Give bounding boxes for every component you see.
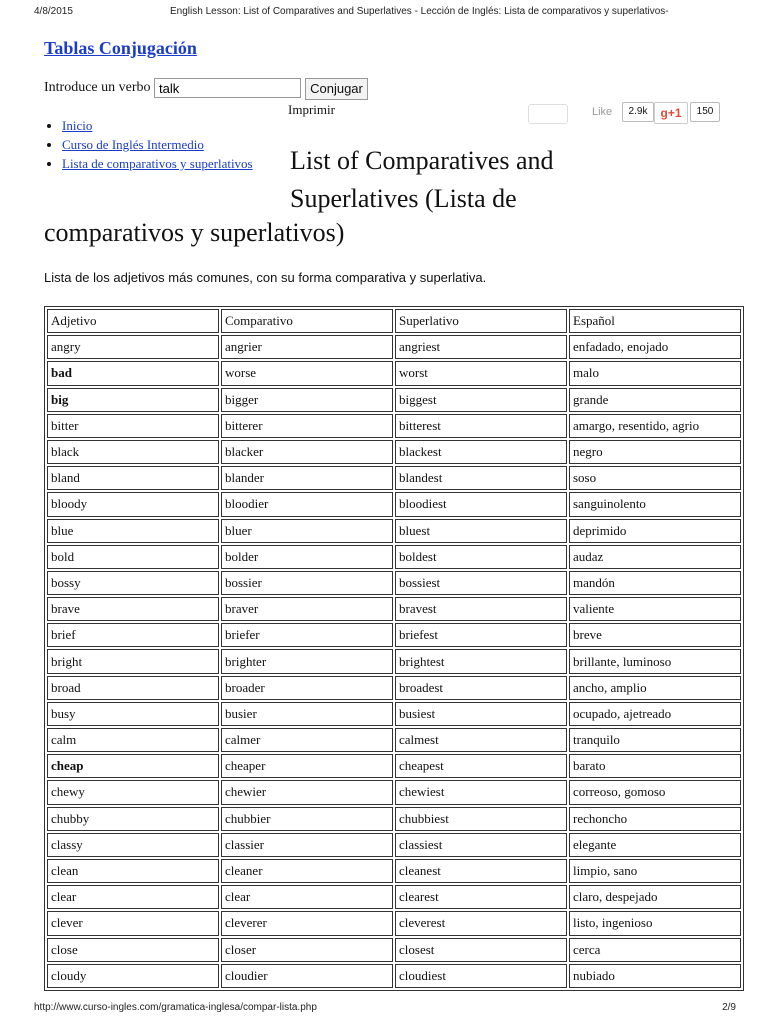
- table-cell: ancho, amplio: [569, 676, 741, 700]
- table-row: [47, 571, 741, 595]
- table-row: [47, 361, 741, 385]
- table-cell: closest: [395, 938, 567, 962]
- table-cell: tranquilo: [569, 728, 741, 752]
- conjugar-button[interactable]: Conjugar: [305, 78, 368, 100]
- like-count: 2.9k: [622, 102, 654, 122]
- table-cell: negro: [569, 440, 741, 464]
- print-header: [0, 6, 768, 20]
- table-row: [47, 780, 741, 804]
- table-cell: bitter: [47, 414, 219, 438]
- table-cell: cloudy: [47, 964, 219, 988]
- table-cell: chubbier: [221, 807, 393, 831]
- table-cell: classy: [47, 833, 219, 857]
- table-cell: bluest: [395, 519, 567, 543]
- table-row: [47, 388, 741, 412]
- page-title: [290, 142, 554, 218]
- breadcrumb-link-curso[interactable]: Curso de Inglés Intermedio: [62, 137, 204, 152]
- table-cell: brave: [47, 597, 219, 621]
- page-title-line-3: comparativos y superlativos): [44, 218, 345, 247]
- table-row: [47, 335, 741, 359]
- table-cell: bitterer: [221, 414, 393, 438]
- gplus-button[interactable]: g+1: [654, 102, 688, 124]
- table-row: [47, 440, 741, 464]
- table-cell: calmest: [395, 728, 567, 752]
- breadcrumb-item: [62, 116, 253, 135]
- table-cell: briefer: [221, 623, 393, 647]
- table-cell: soso: [569, 466, 741, 490]
- table-cell: bloody: [47, 492, 219, 516]
- table-cell: cheapest: [395, 754, 567, 778]
- table-cell: limpio, sano: [569, 859, 741, 883]
- table-cell: broad: [47, 676, 219, 700]
- verb-input[interactable]: [154, 78, 301, 98]
- breadcrumb-item: [62, 154, 253, 173]
- table-cell: blander: [221, 466, 393, 490]
- table-cell: calmer: [221, 728, 393, 752]
- table-row: [47, 414, 741, 438]
- table-cell: cheaper: [221, 754, 393, 778]
- table-row: [47, 964, 741, 988]
- table-cell: amargo, resentido, agrio: [569, 414, 741, 438]
- table-cell: clear: [47, 885, 219, 909]
- print-title: English Lesson: List of Comparatives and Superlatives - Lección de Inglés: Lista de comparativos y superlativos-: [170, 6, 669, 17]
- breadcrumb-link-inicio[interactable]: Inicio: [62, 118, 93, 133]
- table-cell: boldest: [395, 545, 567, 569]
- table-cell: bold: [47, 545, 219, 569]
- table-row: [47, 702, 741, 726]
- header-cell: Superlativo: [395, 309, 567, 333]
- header-cell: Español: [569, 309, 741, 333]
- table-header-row: [47, 309, 741, 333]
- table-cell: cloudier: [221, 964, 393, 988]
- table-cell: sanguinolento: [569, 492, 741, 516]
- table-cell: chewy: [47, 780, 219, 804]
- table-cell: angry: [47, 335, 219, 359]
- table-cell: blackest: [395, 440, 567, 464]
- table-cell: cleverest: [395, 911, 567, 935]
- table-row: [47, 597, 741, 621]
- table-row: [47, 492, 741, 516]
- table-row: [47, 911, 741, 935]
- table-row: [47, 545, 741, 569]
- table-cell: cheap: [47, 754, 219, 778]
- table-cell: bigger: [221, 388, 393, 412]
- gplus-count: 150: [690, 102, 720, 122]
- table-cell: chewier: [221, 780, 393, 804]
- print-url: http://www.curso-ingles.com/gramatica-inglesa/compar-lista.php: [34, 1002, 317, 1013]
- table-cell: blacker: [221, 440, 393, 464]
- print-footer: [0, 1002, 768, 1016]
- table-cell: bossy: [47, 571, 219, 595]
- table-cell: bluer: [221, 519, 393, 543]
- table-row: [47, 807, 741, 831]
- table-cell: clean: [47, 859, 219, 883]
- table-cell: correoso, gomoso: [569, 780, 741, 804]
- table-cell: closer: [221, 938, 393, 962]
- table-cell: black: [47, 440, 219, 464]
- table-cell: brillante, luminoso: [569, 649, 741, 673]
- header-cell: Comparativo: [221, 309, 393, 333]
- print-date: 4/8/2015: [34, 6, 73, 17]
- table-cell: biggest: [395, 388, 567, 412]
- table-cell: blue: [47, 519, 219, 543]
- table-cell: bloodier: [221, 492, 393, 516]
- table-cell: clearest: [395, 885, 567, 909]
- table-cell: chubby: [47, 807, 219, 831]
- header-cell: Adjetivo: [47, 309, 219, 333]
- table-cell: busiest: [395, 702, 567, 726]
- table-cell: angrier: [221, 335, 393, 359]
- table-cell: broadest: [395, 676, 567, 700]
- table-cell: cerca: [569, 938, 741, 962]
- table-cell: ocupado, ajetreado: [569, 702, 741, 726]
- breadcrumb-link-lista[interactable]: Lista de comparativos y superlativos: [62, 156, 253, 171]
- table-cell: close: [47, 938, 219, 962]
- table-cell: braver: [221, 597, 393, 621]
- table-cell: bossier: [221, 571, 393, 595]
- table-cell: classiest: [395, 833, 567, 857]
- table-cell: cloudiest: [395, 964, 567, 988]
- table-cell: bad: [47, 361, 219, 385]
- breadcrumb-item: [62, 135, 253, 154]
- table-cell: bolder: [221, 545, 393, 569]
- table-cell: classier: [221, 833, 393, 857]
- table-cell: bitterest: [395, 414, 567, 438]
- table-cell: bright: [47, 649, 219, 673]
- like-label[interactable]: Like: [592, 106, 613, 118]
- table-cell: clever: [47, 911, 219, 935]
- table-cell: busy: [47, 702, 219, 726]
- table-cell: bloodiest: [395, 492, 567, 516]
- table-cell: bland: [47, 466, 219, 490]
- table-cell: barato: [569, 754, 741, 778]
- table-cell: big: [47, 388, 219, 412]
- table-cell: valiente: [569, 597, 741, 621]
- table-cell: bossiest: [395, 571, 567, 595]
- table-row: [47, 728, 741, 752]
- page-title-line-2: Superlatives (Lista de: [290, 184, 517, 213]
- table-cell: blandest: [395, 466, 567, 490]
- print-link[interactable]: Imprimir: [288, 102, 335, 117]
- table-row: [47, 833, 741, 857]
- table-cell: worse: [221, 361, 393, 385]
- verb-label: Introduce un verbo: [44, 80, 151, 95]
- table-row: [47, 519, 741, 543]
- table-cell: broader: [221, 676, 393, 700]
- table-row: [47, 623, 741, 647]
- table-cell: briefest: [395, 623, 567, 647]
- table-row: [47, 859, 741, 883]
- table-row: [47, 938, 741, 962]
- table-cell: listo, ingenioso: [569, 911, 741, 935]
- table-cell: brightest: [395, 649, 567, 673]
- table-cell: mandón: [569, 571, 741, 595]
- table-cell: calm: [47, 728, 219, 752]
- intro-text: Lista de los adjetivos más comunes, con su forma comparativa y superlativa.: [44, 270, 487, 285]
- page-number: 2/9: [722, 1002, 736, 1013]
- table-cell: brief: [47, 623, 219, 647]
- page-title-line-1: List of Comparatives and: [290, 146, 554, 175]
- table-cell: nubiado: [569, 964, 741, 988]
- table-cell: rechoncho: [569, 807, 741, 831]
- table-row: [47, 649, 741, 673]
- table-cell: chubbiest: [395, 807, 567, 831]
- site-link[interactable]: Tablas Conjugación: [44, 38, 197, 58]
- breadcrumb: [62, 116, 253, 173]
- table-cell: enfadado, enojado: [569, 335, 741, 359]
- table-row: [47, 676, 741, 700]
- table-cell: deprimido: [569, 519, 741, 543]
- table-cell: brighter: [221, 649, 393, 673]
- adjectives-table: [44, 306, 744, 991]
- table-cell: bravest: [395, 597, 567, 621]
- table-cell: cleanest: [395, 859, 567, 883]
- table-cell: cleaner: [221, 859, 393, 883]
- table-cell: elegante: [569, 833, 741, 857]
- table-cell: worst: [395, 361, 567, 385]
- table-cell: angriest: [395, 335, 567, 359]
- table-cell: busier: [221, 702, 393, 726]
- table-row: [47, 754, 741, 778]
- table-cell: audaz: [569, 545, 741, 569]
- table-cell: claro, despejado: [569, 885, 741, 909]
- table-cell: malo: [569, 361, 741, 385]
- social-blank-button[interactable]: [528, 104, 568, 124]
- table-cell: cleverer: [221, 911, 393, 935]
- table-cell: breve: [569, 623, 741, 647]
- table-cell: grande: [569, 388, 741, 412]
- table-cell: clear: [221, 885, 393, 909]
- table-cell: chewiest: [395, 780, 567, 804]
- table-row: [47, 885, 741, 909]
- table-row: [47, 466, 741, 490]
